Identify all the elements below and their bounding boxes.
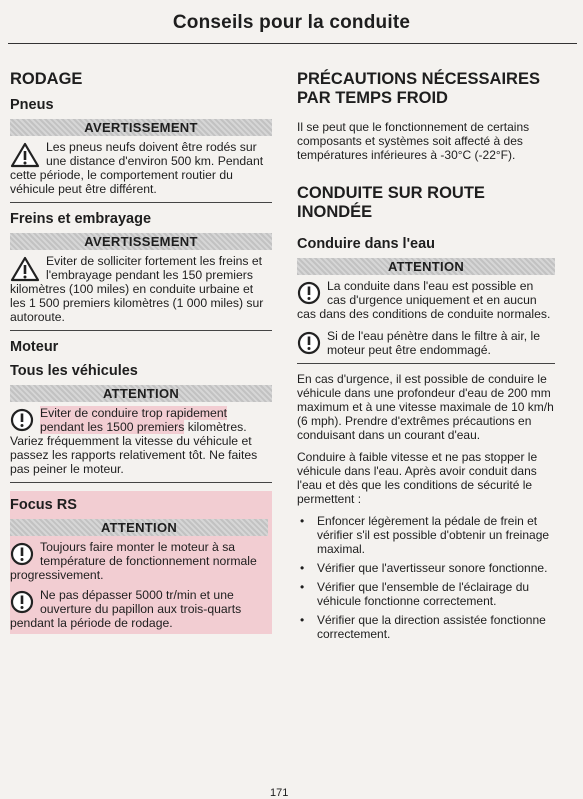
list-item: • Vérifier que l'avertisseur sonore fonctionne. [297,561,555,575]
attention-banner: ATTENTION [297,258,555,275]
page-title: Conseils pour la conduite [172,12,411,33]
moteur-attention-text [10,406,272,476]
attention-banner: ATTENTION [10,385,272,402]
heading-pneus: Pneus [10,97,54,113]
divider [10,202,272,203]
list-item: • Vérifier que la direction assistée fonctionne correctement. [297,613,555,641]
heading-freins: Freins et embrayage [10,211,152,227]
section-temps-froid: PRÉCAUTIONS NÉCESSAIRES PAR TEMPS FROID [297,70,540,107]
attention-circle-icon [10,542,34,566]
divider [297,363,555,364]
warning-triangle-icon [10,256,40,282]
eau-attention-text-1: La conduite dans l'eau est possible en cas d'urgence uniquement et en aucun cas dans des conditions de conduite normales. [297,279,551,321]
attention-circle-icon [10,408,34,432]
attention-focus-1 [10,540,268,582]
right-column [297,58,555,646]
focus-attention-text-1: Toujours faire monter le moteur à sa température de fonctionnement normale progressivement. [10,540,257,582]
list-item: • Vérifier que l'ensemble de l'éclairage du véhicule fonctionne correctement. [297,580,555,608]
heading-focus-rs: Focus RS [10,497,77,513]
heading-conduire-eau: Conduire dans l'eau [297,236,435,252]
divider [10,330,272,331]
focus-rs-box [10,491,272,634]
attention-circle-icon [10,590,34,614]
attention-circle-icon [297,281,321,305]
pneus-warning-text: Les pneus neufs doivent être rodés sur une distance d'environ 500 km. Pendant cette période, le comportement routier du véhicule peut être différent. [10,140,264,196]
warning-triangle-icon [10,142,40,168]
faible-vitesse-paragraph: Conduire à faible vitesse et ne pas stopper le véhicule dans l'eau. Après avoir conduit dans l'eau et dès que les conditions de sécurité le permettent : [297,450,538,506]
list-item: • Enfoncer légèrement la pédale de frein et vérifier s'il est possible d'obtenir un freinage maximal. [297,514,555,556]
eau-attention-text-2: Si de l'eau pénètre dans le filtre à air, le moteur peut être endommagé. [327,329,541,357]
focus-attention-text-2: Ne pas dépasser 5000 tr/min et une ouverture du papillon aux trois-quarts pendant la période de rodage. [10,588,242,630]
attention-moteur [10,406,272,476]
check-list [297,514,555,641]
attention-banner: ATTENTION [10,519,268,536]
highlighted-text: Eviter de conduire trop rapidement pendant les 1500 premiers [40,406,227,434]
page-number: 171 [270,787,289,799]
warning-pneus [10,140,272,196]
divider [10,482,272,483]
section-rodage: RODAGE [10,70,83,88]
left-column [10,58,272,634]
temps-froid-text: Il se peut que le fonctionnement de certains composants et systèmes soit affecté à des températures inférieures à -30°C (-22°F). [297,120,530,162]
heading-moteur: Moteur [10,339,59,355]
attention-focus-2 [10,588,268,630]
warning-freins [10,254,272,324]
heading-tous-vehicules: Tous les véhicules [10,363,138,379]
warning-banner: AVERTISSEMENT [10,233,272,250]
section-route-inondee: CONDUITE SUR ROUTE INONDÉE [297,184,485,221]
attention-eau-1 [297,279,555,321]
freins-warning-text: Eviter de solliciter fortement les freins et l'embrayage pendant les 150 premiers kilomètres (100 miles) en conduite urbaine et les 1 500 premiers kilomètres (1 000 miles) sur autoroute. [10,254,264,324]
warning-banner: AVERTISSEMENT [10,119,272,136]
attention-circle-icon [297,331,321,355]
moteur-text-rest: kilomètres. Variez fréquemment la vitesse du véhicule et passez les rapports relativement tôt. Ne faites pas peiner le moteur. [10,420,258,476]
urgence-paragraph: En cas d'urgence, il est possible de conduire le véhicule dans une profondeur d'eau de 200 mm maximum et à une vitesse maximale de 10 km/h (6 mph). Prendre d'extrêmes précautions en conduisant dans un courant d'eau. [297,372,554,442]
attention-eau-2 [297,329,555,357]
title-divider [8,43,577,44]
